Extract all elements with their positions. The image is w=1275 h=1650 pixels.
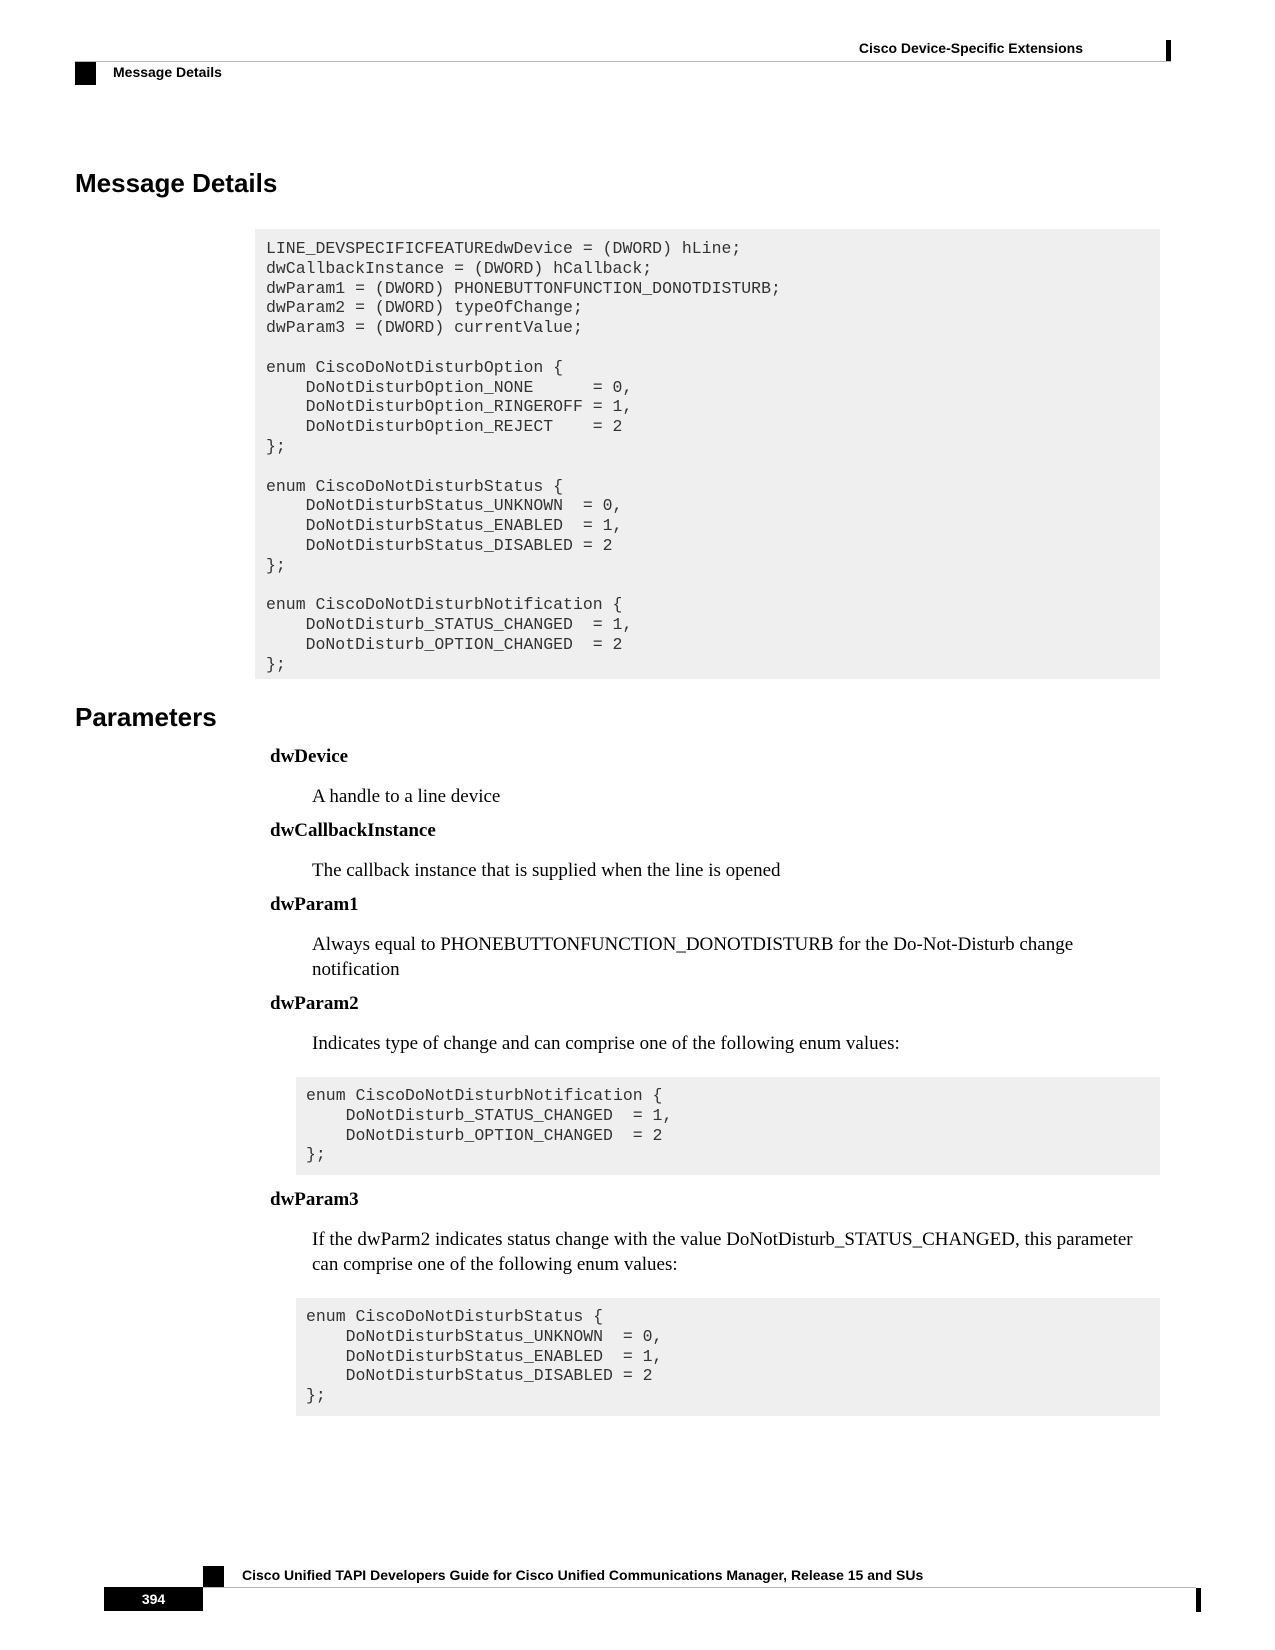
running-header-section: Message Details: [113, 64, 222, 80]
running-header-chapter: Cisco Device-Specific Extensions: [858, 40, 1083, 56]
param-term-dwparam3: dwParam3: [270, 1189, 359, 1210]
param-dwparam2-code-block: enum CiscoDoNotDisturbNotification { DoNotDisturb_STATUS_CHANGED = 1, DoNotDisturb_OPTION_CHANGED = 2 };: [296, 1077, 1160, 1175]
footer-book-title: Cisco Unified TAPI Developers Guide for Cisco Unified Communications Manager, Release 15 and SUs: [242, 1567, 924, 1583]
header-marker-bar: [1166, 40, 1171, 61]
section-title-parameters: Parameters: [75, 702, 217, 732]
section-title-message-details: Message Details: [75, 168, 278, 198]
param-dwparam3-code-block: enum CiscoDoNotDisturbStatus { DoNotDisturbStatus_UNKNOWN = 0, DoNotDisturbStatus_ENABLED = 1, DoNotDisturbStatus_DISABLED = 2 };: [296, 1298, 1160, 1416]
param-term-dwparam1: dwParam1: [270, 894, 359, 915]
param-desc-dwdevice: A handle to a line device: [312, 786, 501, 807]
footer-marker-bar: [1196, 1588, 1201, 1612]
header-section-marker: [75, 62, 96, 85]
param-desc-dwcallbackinstance: The callback instance that is supplied when the line is opened: [312, 860, 781, 881]
param-desc-dwparam3: If the dwParm2 indicates status change with the value DoNotDisturb_STATUS_CHANGED, this parameter can comprise one of the following enum values:: [312, 1229, 1133, 1275]
page-number: 394: [104, 1587, 203, 1611]
param-term-dwparam2: dwParam2: [270, 993, 359, 1014]
header-divider: [75, 61, 1171, 62]
param-term-dwdevice: dwDevice: [270, 746, 349, 767]
param-desc-dwparam2: Indicates type of change and can comprise one of the following enum values:: [312, 1033, 900, 1054]
message-details-code-block: LINE_DEVSPECIFICFEATUREdwDevice = (DWORD) hLine; dwCallbackInstance = (DWORD) hCallback; dwParam1 = (DWORD) PHONEBUTTONFUNCTION_DONOTDISTURB; dwParam2 = (DWORD) typeOfChange; dwParam3 = (DWORD) currentValue; enum CiscoDoNotDisturbOption { DoNotDisturbOption_NONE = 0, DoNotDisturbOption_RINGEROFF = 1, DoNotDisturbOption_REJECT = 2 }; enum CiscoDoNotDisturbStatus { DoNotDisturbStatus_UNKNOWN = 0, DoNotDisturbStatus_ENABLED = 1, DoNotDisturbStatus_DISABLED = 2 }; enum CiscoDoNotDisturbNotification { DoNotDisturb_STATUS_CHANGED = 1, DoNotDisturb_OPTION_CHANGED = 2 };: [255, 229, 1160, 679]
footer-divider: [203, 1587, 1196, 1588]
footer-marker: [203, 1566, 224, 1587]
param-desc-dwparam1: Always equal to PHONEBUTTONFUNCTION_DONOTDISTURB for the Do-Not-Disturb change notification: [312, 934, 1074, 980]
param-term-dwcallbackinstance: dwCallbackInstance: [270, 820, 436, 841]
